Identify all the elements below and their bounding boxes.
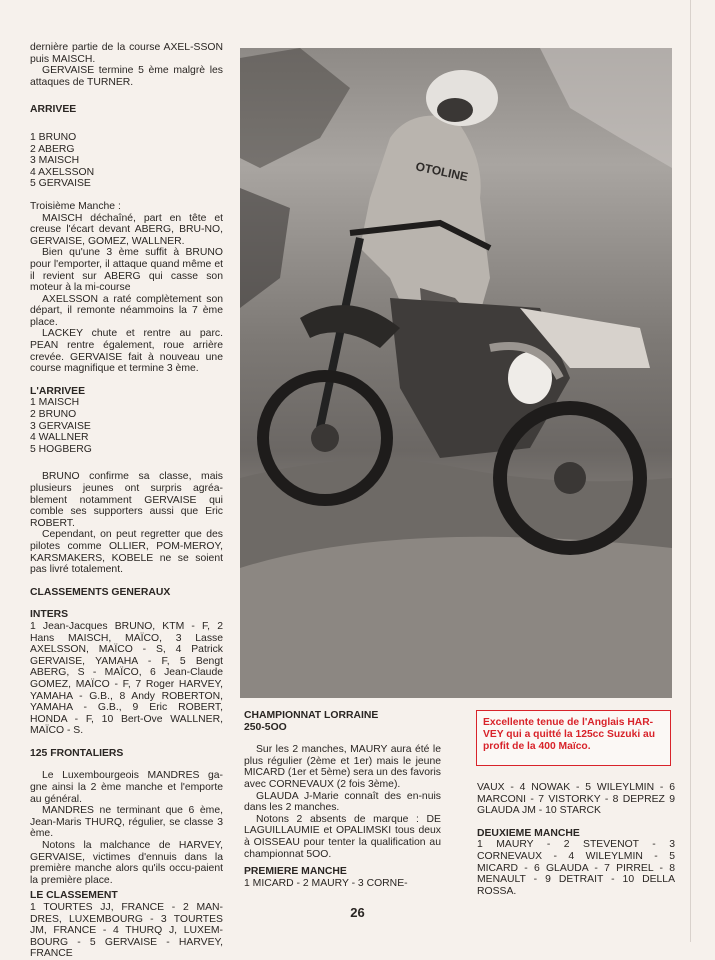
section-heading-championnat: CHAMPIONNAT LORRAINE — [244, 710, 379, 721]
paragraph: Le Luxembourgeois MANDRES ga-gne ainsi la 2 ème manche et l'emporte au général. — [30, 770, 223, 805]
section-heading-deuxieme-manche: DEUXIEME MANCHE — [477, 827, 580, 839]
list-item: 4 WALLNER — [30, 432, 89, 444]
section-heading-classement: LE CLASSEMENT — [30, 890, 118, 902]
list-item: 1 BRUNO — [30, 131, 77, 143]
list-item: 3 MAISCH — [30, 155, 80, 167]
list-item: 2 BRUNO — [30, 409, 77, 421]
paragraph: Notons 2 absents de marque : DE LAGUILLAUMIE et OPALIMSKI tous deux à OISSEAU pour tenter la qualification au championnat 5OO. — [244, 813, 441, 860]
results-list-arrivee — [30, 132, 223, 190]
paragraph: Bien qu'une 3 ème suffit à BRUNO pour l'emporter, il attaque quand même et il revient sur ABERG qui casse son moteur à la mi-course — [30, 247, 223, 294]
jersey-lettering: OTOLINE — [414, 159, 470, 184]
section-heading-larrivee: L'ARRIVEE — [30, 385, 86, 397]
motocross-photo — [240, 48, 672, 698]
paragraph: Sur les 2 manches, MAURY aura été le plus régulier (2ème et 1er) mais le jeune MICARD (1er et 5ème) sera un des favoris avec CORNEVAUX (2 fois 3ème). — [244, 744, 441, 790]
list-item: 5 GERVAISE — [30, 178, 91, 190]
right-column — [477, 782, 675, 897]
paragraph: MANDRES ne terminant que 6 ème, Jean-Maris THURQ, régulier, se classe 3 ème. — [30, 805, 223, 840]
section-heading-classements: CLASSEMENTS GENERAUX — [30, 586, 171, 598]
list-item: 3 GERVAISE — [30, 420, 91, 432]
paragraph: dernière partie de la course AXEL-SSON puis MAISCH. — [30, 42, 223, 65]
page-number: 26 — [350, 905, 365, 920]
subheading-inters: INTERS — [30, 609, 69, 621]
section-heading-frontaliers: 125 FRONTALIERS — [30, 747, 124, 759]
paragraph: 1 MAURY - 2 STEVENOT - 3 CORNEVAUX - 4 WILEYLMIN - 5 MICARD - 6 GLAUDA - 7 PIRREL - 8 MENAULT - 9 DETRAIT - 10 DELLA ROSSA. — [477, 839, 675, 897]
photo-caption: Excellente tenue de l'Anglais HAR-VEY qui a quitté la 125cc Suzuki au profit de la 400 Maïco. — [476, 710, 671, 766]
paragraph: Cependant, on peut regretter que des pilotes comme OLLIER, POM-MEROY, KARSMAKERS, KOBELE ne se soient pas livré totalement. — [30, 529, 223, 576]
list-item: 1 MAISCH — [30, 397, 80, 409]
left-column — [30, 42, 223, 960]
paragraph: LACKEY chute et rentre au parc. PEAN rentre également, roue arrière crevée. GERVAISE fait à nouveau une course magnifique et termine 3 ème. — [30, 328, 223, 375]
middle-column — [244, 710, 441, 889]
paragraph: GLAUDA J-Marie connaît des en-nuis dans les 2 manches. — [244, 790, 441, 814]
paragraph: Notons la malchance de HARVEY, GERVAISE, victimes d'ennuis dans la première manche alors qu'ils occu-paient la première place. — [30, 840, 223, 886]
paragraph: 1 MICARD - 2 MAURY - 3 CORNE- — [244, 877, 408, 889]
paragraph: AXELSSON a raté complètement son départ, il remonte néammoins la 7 ème place. — [30, 293, 223, 328]
paragraph: 1 Jean-Jacques BRUNO, KTM - F, 2 Hans MAISCH, MAÏCO, 3 Lasse AXELSSON, MAÏCO - S, 4 Patrick GERVAISE, YAMAHA - F, 5 Bengt ABERG, S - MAÏCO, 6 Jean-Claude GOMEZ, MAÏCO - F, 7 Roger HARVEY, YAMAHA - G.B., 8 Andy ROBERTON, YAMAHA - G.B., 9 Eric ROBERT, HONDA - F, 10 Bert-Ove WALLNER, MAÏCO - S. — [30, 620, 223, 737]
paragraph: Troisième Manche : — [30, 200, 121, 212]
section-heading-premiere-manche: PREMIERE MANCHE — [244, 866, 347, 878]
paragraph: 1 TOURTES JJ, FRANCE - 2 MAN-DRES, LUXEMBOURG - 3 TOURTES JM, FRANCE - 4 THURQ J, LUXEM-BOURG - 5 GERVAISE - HARVEY, FRANCE — [30, 902, 223, 960]
list-item: 4 AXELSSON — [30, 166, 95, 178]
section-subheading-class: 250-5OO — [244, 721, 287, 733]
paragraph: BRUNO confirme sa classe, mais plusieurs jeunes ont surpris agréa-blement notamment GERVAISE qui comble ses supporters aussi que Eric ROBERT. — [30, 471, 223, 529]
paragraph: VAUX - 4 NOWAK - 5 WILEYLMIN - 6 MARCONI - 7 VISTORKY - 8 DEPREZ 9 GLAUDA JM - 10 STARCK — [477, 782, 675, 817]
section-heading-arrivee: ARRIVEE — [30, 104, 77, 116]
results-list-larrivee — [30, 397, 223, 455]
paragraph: GERVAISE termine 5 ème malgrè les attaques de TURNER. — [30, 65, 223, 88]
binding-edge — [690, 0, 691, 942]
paragraph: MAISCH déchaîné, part en tête et creuse l'écart devant ABERG, BRU-NO, GERVAISE, GOMEZ, WALLNER. — [30, 212, 223, 247]
list-item: 2 ABERG — [30, 143, 75, 155]
list-item: 5 HOGBERG — [30, 443, 92, 455]
